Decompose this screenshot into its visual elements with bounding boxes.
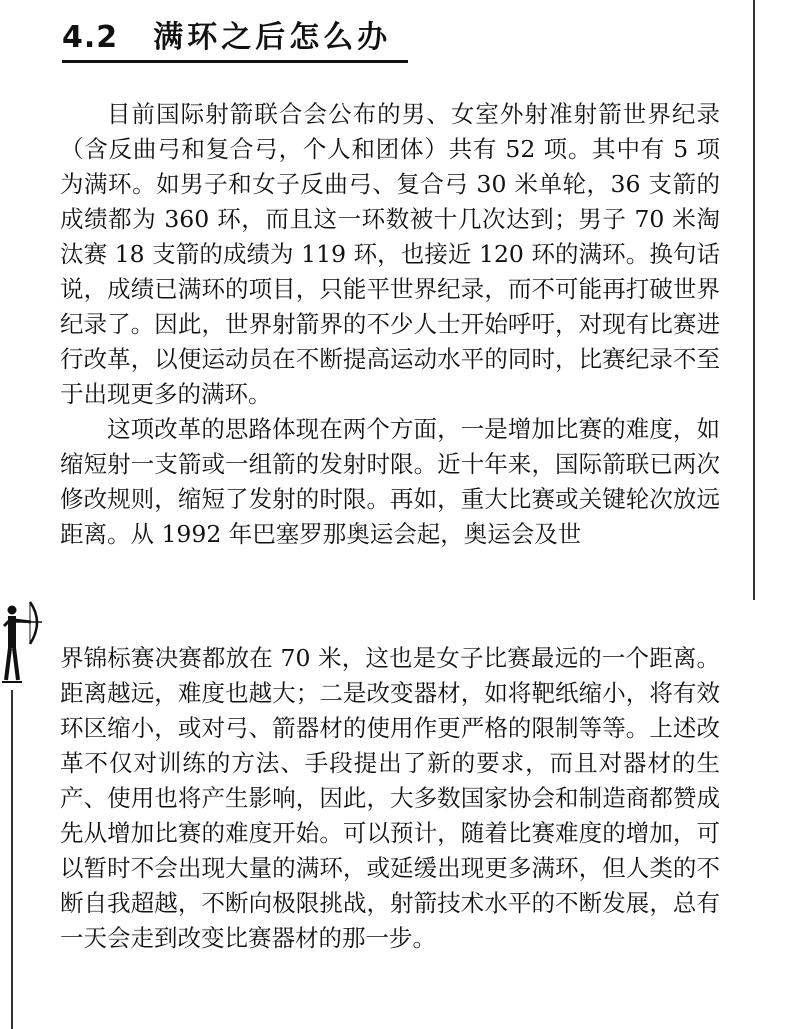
paragraph-2-continued: 界锦标赛决赛都放在 70 米，这也是女子比赛最远的一个距离。距离越远，难度也越大；二是改变器材，如将靶纸缩小，将有效环区缩小，或对弓、箭器材的使用作更严格的限制等等。上述改革不仅对训练的方法、手段提出了新的要求，而且对器材的生产、使用也将产生影响，因此，大多数国家协会和制造商都赞成先从增加比赛的难度开始。可以预计，随着比赛难度的增加，可以暂时不会出现大量的满环，或延缓出现更多满环，但人类的不断自我超越，不断向极限挑战，射箭技术水平的不断发展，总有一天会走到改变比赛器材的那一步。 [60,644,720,952]
left-margin-rule [11,690,13,1029]
right-margin-rule [753,0,755,600]
paragraph-2: 这项改革的思路体现在两个方面，一是增加比赛的难度，如缩短射一支箭或一组箭的发射时限。近十年来，国际箭联已两次修改规则，缩短了发射的时限。再如，重大比赛或关键轮次放远距离。从 1992 年巴塞罗那奥运会起，奥运会及世 [60,415,720,548]
text-block-upper [60,97,720,552]
text-block-lower [60,641,720,956]
section-title: 满环之后怎么办 [153,20,392,55]
section-number: 4.2 [62,20,119,55]
archer-icon [0,596,46,686]
section-heading [62,12,408,63]
paragraph-1: 目前国际射箭联合会公布的男、女室外射准射箭世界纪录（含反曲弓和复合弓，个人和团体）共有 52 项。其中有 5 项为满环。如男子和女子反曲弓、复合弓 30 米单轮，36 支箭的成绩都为 360 环，而且这一环数被十几次达到；男子 70 米淘汰赛 18 支箭的成绩为 119 环，也接近 120 环的满环。换句话说，成绩已满环的项目，只能平世界纪录，而不可能再打破世界纪录了。因此，世界射箭界的不少人士开始呼吁，对现有比赛进行改革，以便运动员在不断提高运动水平的同时，比赛纪录不至于出现更多的满环。 [60,100,720,408]
